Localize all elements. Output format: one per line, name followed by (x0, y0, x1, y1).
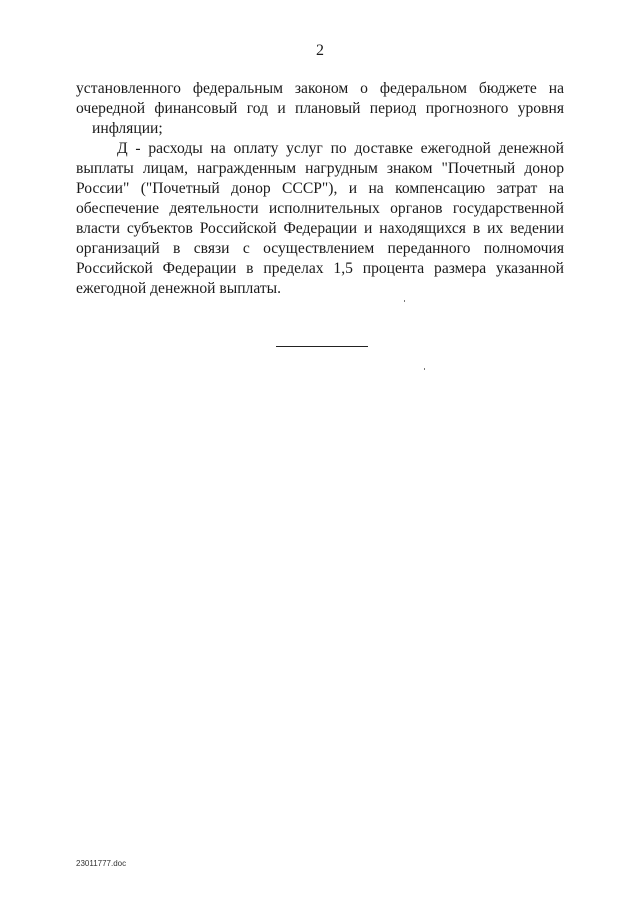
text-line: обеспечение деятельности исполнительных органов государственной (76, 200, 564, 217)
text-line: организаций в связи с осуществлением переданного полномочия (76, 240, 564, 257)
text-line: Российской Федерации в пределах 1,5 процента размера указанной (76, 260, 564, 277)
end-divider (276, 346, 368, 347)
text-line: власти субъектов Российской Федерации и находящихся в их ведении (76, 220, 564, 237)
text-line: выплаты лицам, награжденным нагрудным знаком "Почетный донор (76, 160, 564, 177)
text-line: очередной финансовый год и плановый период прогнозного уровня (76, 100, 564, 117)
text-line: Д - расходы на оплату услуг по доставке ежегодной денежной (117, 140, 564, 157)
text-line: России" ("Почетный донор СССР"), и на компенсацию затрат на (76, 180, 564, 197)
scan-speck (404, 300, 405, 302)
text-line: ежегодной денежной выплаты. (76, 280, 282, 297)
text-line: инфляции; (92, 120, 163, 137)
page-number: 2 (316, 42, 324, 59)
file-name-footer: 23011777.doc (76, 859, 127, 868)
text-line: установленного федеральным законом о федеральном бюджете на (76, 80, 564, 97)
scan-speck (424, 368, 425, 370)
